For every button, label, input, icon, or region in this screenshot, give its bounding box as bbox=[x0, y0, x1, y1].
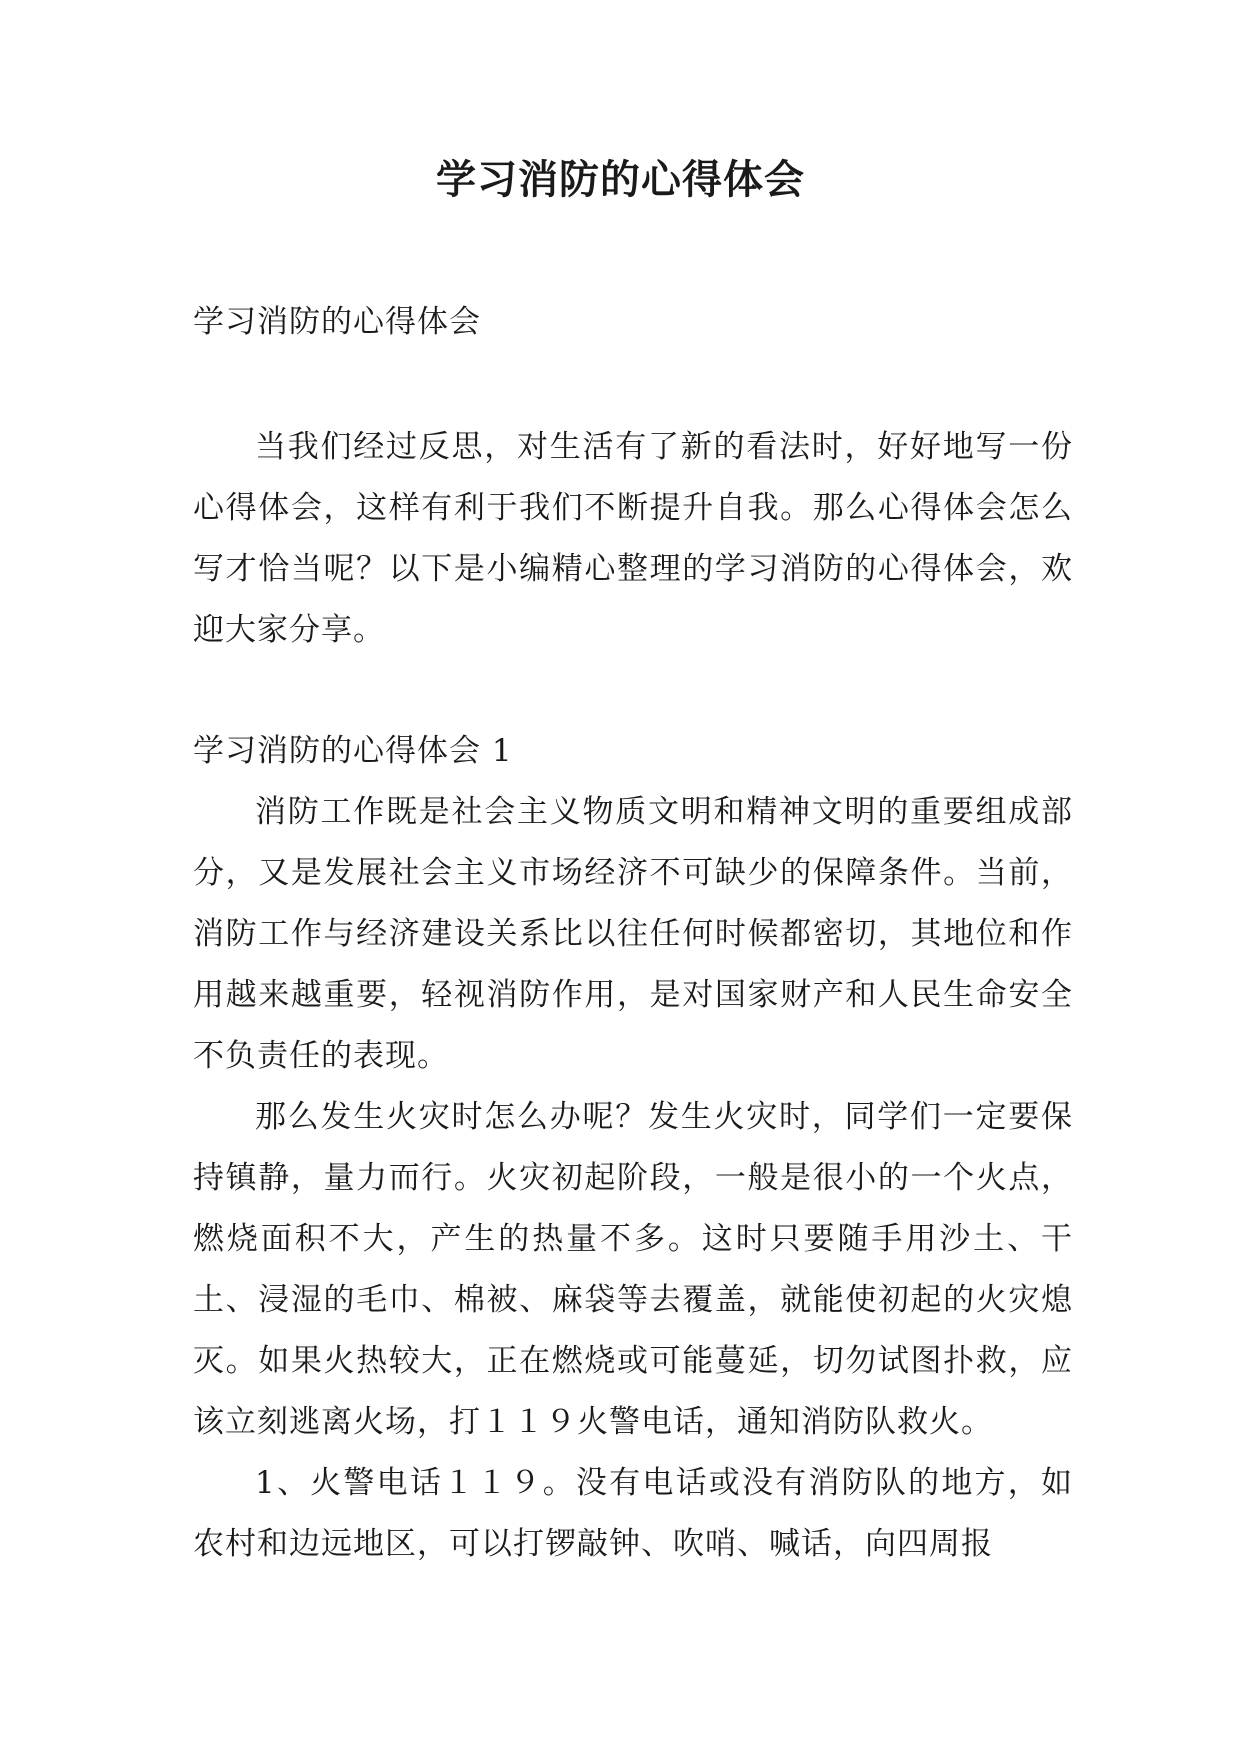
document-subtitle: 学习消防的心得体会 bbox=[193, 304, 481, 340]
section-heading: 学习消防的心得体会 1 bbox=[193, 733, 513, 769]
body-paragraph: 那么发生火灾时怎么办呢？发生火灾时，同学们一定要保持镇静，量力而行。火灾初起阶段，一般是很小的一个火点，燃烧面积不大，产生的热量不多。这时只要随手用沙土、干土、浸湿的毛巾、棉被、麻袋等去覆盖，就能使初起的火灾熄灭。如果火热较大，正在燃烧或可能蔓延，切勿试图扑救，应该立刻逃离火场，打１１９火警电话，通知消防队救火。 bbox=[193, 1099, 1073, 1440]
document-body bbox=[193, 292, 1073, 1575]
body-paragraph: 1、火警电话１１９。没有电话或没有消防队的地方，如农村和边远地区，可以打锣敲钟、吹哨、喊话，向四周报 bbox=[193, 1465, 1073, 1562]
body-paragraph: 消防工作既是社会主义物质文明和精神文明的重要组成部分，又是发展社会主义市场经济不可缺少的保障条件。当前，消防工作与经济建设关系比以往任何时候都密切，其地位和作用越来越重要，轻视消防作用，是对国家财产和人民生命安全不负责任的表现。 bbox=[193, 794, 1073, 1074]
spacer bbox=[193, 353, 1073, 417]
intro-paragraph: 当我们经过反思，对生活有了新的看法时，好好地写一份心得体会，这样有利于我们不断提升自我。那么心得体会怎么写才恰当呢？以下是小编精心整理的学习消防的心得体会，欢迎大家分享。 bbox=[193, 429, 1073, 648]
document-title: 学习消防的心得体会 bbox=[436, 156, 805, 203]
spacer bbox=[193, 661, 1073, 721]
